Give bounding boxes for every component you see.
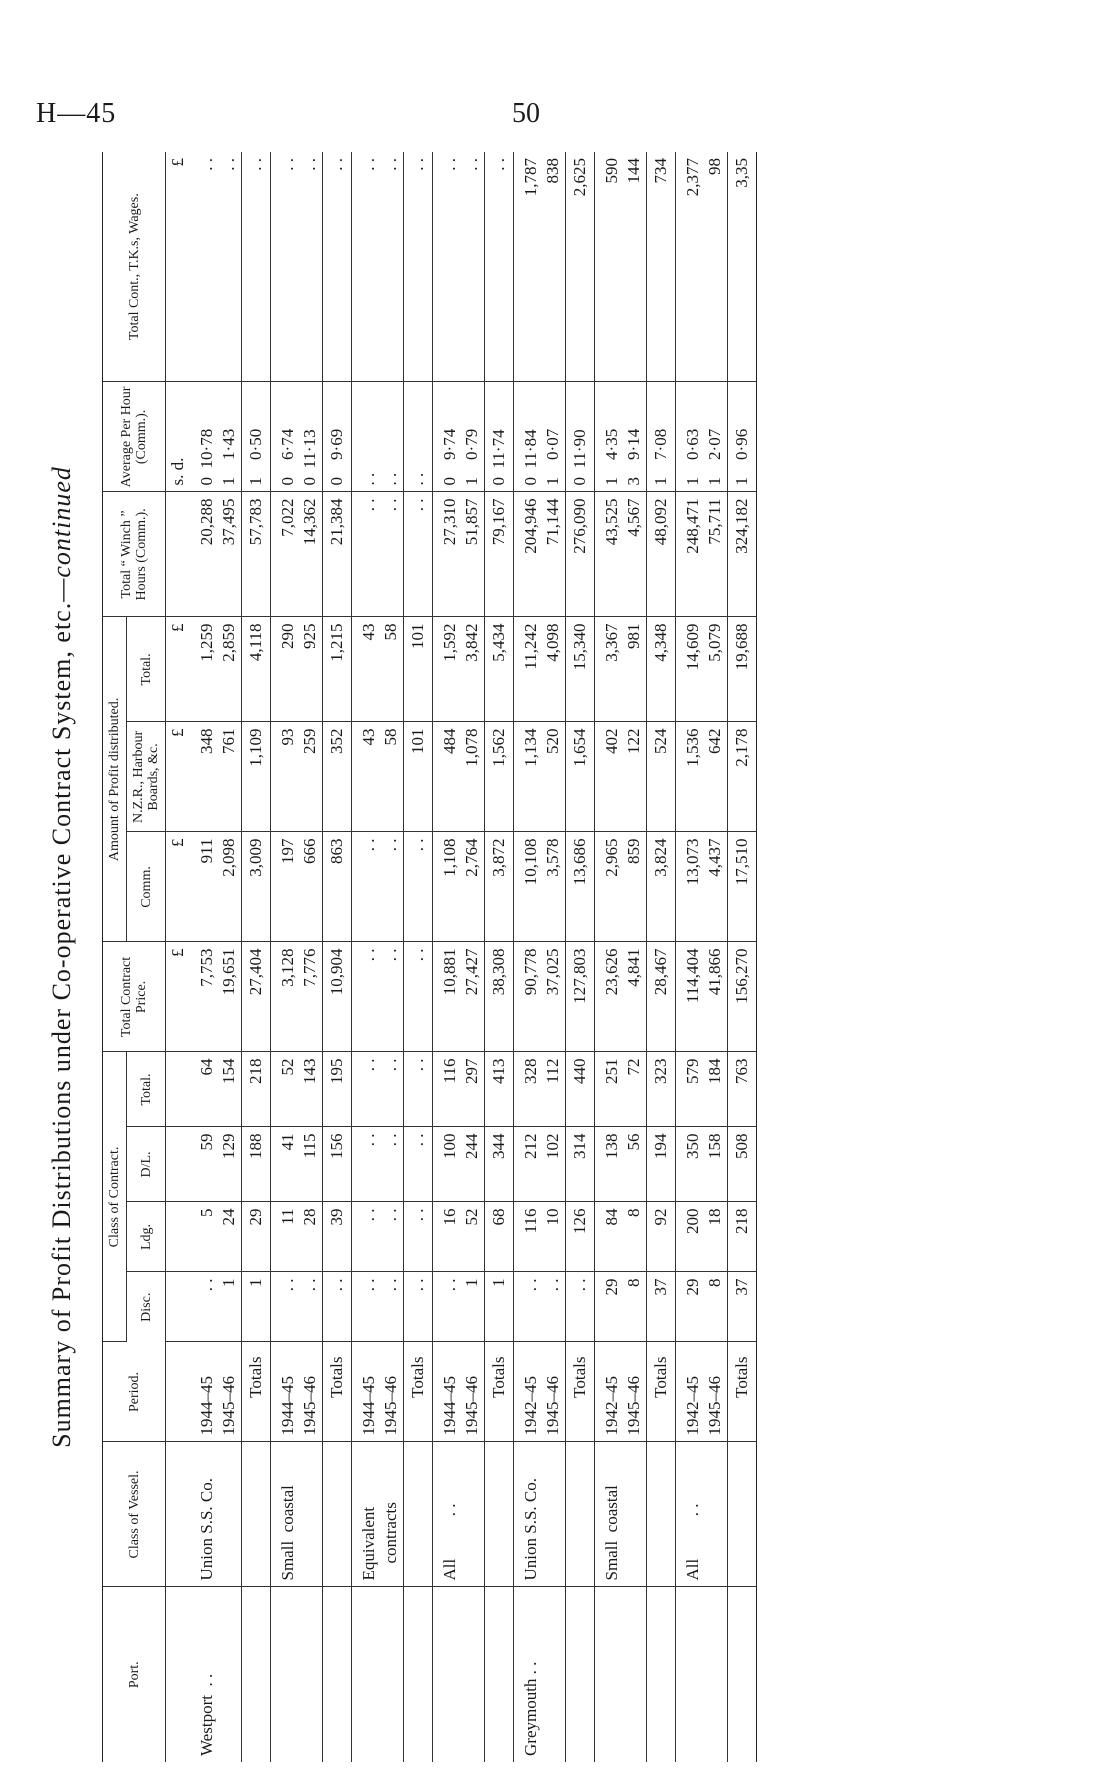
cell-disc: . . . . <box>271 1272 323 1342</box>
cell-ptotal: 4,118 <box>242 617 271 722</box>
page-header <box>0 0 1114 160</box>
cell-disc: 29 8 <box>595 1272 647 1342</box>
cell-avg: 1 4·35 3 9·14 <box>595 382 647 492</box>
cell-ptotal: 43 58 <box>352 617 404 722</box>
rotated-table-area <box>40 152 980 1762</box>
cell-price: 3,128 7,776 <box>271 942 323 1052</box>
cell-vessel <box>647 1442 676 1587</box>
cell-nzr: 484 1,078 <box>433 722 485 832</box>
table-row <box>595 152 647 1762</box>
cell-ptotal: 1,592 3,842 <box>433 617 485 722</box>
cell-total: 251 72 <box>595 1052 647 1127</box>
units-row <box>166 152 191 1762</box>
cell-dl: 194 <box>647 1127 676 1202</box>
cell-wages: . . <box>485 152 514 382</box>
cell-disc: . . . . <box>352 1272 404 1342</box>
cell-period: 1942–45 1945–46 <box>595 1342 647 1442</box>
cell-vessel <box>485 1442 514 1587</box>
cell-price: 114,404 41,866 <box>676 942 728 1052</box>
cell-totals-label: Totals <box>323 1342 352 1442</box>
cell-nzr: 1,562 <box>485 722 514 832</box>
cell-disc: 37 <box>647 1272 676 1342</box>
cell-ptotal: 5,434 <box>485 617 514 722</box>
cell-port <box>485 1587 514 1762</box>
cell-avg: 1 0·96 <box>728 382 757 492</box>
cell-vessel: Small coastal <box>595 1442 647 1587</box>
cell-vessel: Equivalent contracts <box>352 1442 404 1587</box>
cell-comm: 3,824 <box>647 832 676 942</box>
cell-dl: 508 <box>728 1127 757 1202</box>
cell-nzr: 352 <box>323 722 352 832</box>
col-ldg: Ldg. <box>127 1202 166 1272</box>
cell-disc: 1 <box>485 1272 514 1342</box>
cell-totals-label: Totals <box>404 1342 433 1442</box>
cell-winch: 48,092 <box>647 492 676 617</box>
cell-totals-label: Totals <box>242 1342 271 1442</box>
cell-ptotal: 4,348 <box>647 617 676 722</box>
cell-disc: . . 1 <box>433 1272 485 1342</box>
cell-wages: . . . . <box>352 152 404 382</box>
col-wages: Total Cont., T.K.s, Wages. <box>103 152 166 382</box>
table-row <box>271 152 323 1762</box>
cell-avg: 1 7·08 <box>647 382 676 492</box>
cell-ptotal: 290 925 <box>271 617 323 722</box>
cell-period: 1944–45 1945–46 <box>190 1342 242 1442</box>
cell-totals-label: Totals <box>485 1342 514 1442</box>
cell-avg: 0 11·74 <box>485 382 514 492</box>
cell-vessel: Union S.S. Co. <box>514 1442 566 1587</box>
cell-avg: . . <box>404 382 433 492</box>
col-winch-hours: Total “ Winch ” Hours (Comm.). <box>103 492 166 617</box>
cell-comm: 2,965 859 <box>595 832 647 942</box>
col-port: Port. <box>103 1587 166 1762</box>
cell-winch: 204,946 71,144 <box>514 492 566 617</box>
cell-disc: . . 1 <box>190 1272 242 1342</box>
cell-total: 323 <box>647 1052 676 1127</box>
cell-ptotal: 1,215 <box>323 617 352 722</box>
cell-dl: 188 <box>242 1127 271 1202</box>
col-vessel: Class of Vessel. <box>103 1442 166 1587</box>
cell-total: . . . . <box>352 1052 404 1127</box>
cell-vessel <box>566 1442 595 1587</box>
cell-vessel <box>323 1442 352 1587</box>
cell-port <box>676 1587 728 1762</box>
cell-nzr: 1,109 <box>242 722 271 832</box>
cell-wages: . . <box>404 152 433 382</box>
cell-avg: 1 0·63 1 2·07 <box>676 382 728 492</box>
col-profit-total: Total. <box>127 617 166 722</box>
cell-ldg: 11 28 <box>271 1202 323 1272</box>
cell-dl: 350 158 <box>676 1127 728 1202</box>
unit-pound: £ <box>166 617 191 722</box>
cell-ptotal: 11,242 4,098 <box>514 617 566 722</box>
cell-dl: 212 102 <box>514 1127 566 1202</box>
cell-vessel: All . . <box>433 1442 485 1587</box>
cell-vessel: All . . <box>676 1442 728 1587</box>
cell-ldg: 84 8 <box>595 1202 647 1272</box>
cell-port <box>566 1587 595 1762</box>
unit-pound: £ <box>166 942 191 1052</box>
cell-price: 7,753 19,651 <box>190 942 242 1052</box>
table-row <box>433 152 485 1762</box>
cell-price: 28,467 <box>647 942 676 1052</box>
unit-pound: £ <box>166 722 191 832</box>
cell-port <box>595 1587 647 1762</box>
cell-ldg: 5 24 <box>190 1202 242 1272</box>
cell-totals-label: Totals <box>647 1342 676 1442</box>
cell-dl: 59 129 <box>190 1127 242 1202</box>
cell-disc: 29 8 <box>676 1272 728 1342</box>
cell-price: 23,626 4,841 <box>595 942 647 1052</box>
table-title-main: Summary of Profit Distributions under Co-operative Contract System, etc. <box>47 601 76 1448</box>
cell-ldg: 200 18 <box>676 1202 728 1272</box>
cell-avg: 0 9·69 <box>323 382 352 492</box>
unit-sd: s. d. <box>166 382 191 492</box>
table-header <box>103 152 166 1762</box>
cell-nzr: 43 58 <box>352 722 404 832</box>
table-row <box>676 152 728 1762</box>
table-body <box>166 152 757 1762</box>
cell-wages: . . <box>323 152 352 382</box>
cell-ldg: 68 <box>485 1202 514 1272</box>
cell-comm: . . <box>404 832 433 942</box>
cell-period: 1944–45 1945–46 <box>271 1342 323 1442</box>
cell-nzr: 93 259 <box>271 722 323 832</box>
cell-nzr: 348 761 <box>190 722 242 832</box>
cell-comm: 911 2,098 <box>190 832 242 942</box>
cell-wages: 734 <box>647 152 676 382</box>
cell-total: 64 154 <box>190 1052 242 1127</box>
summary-table <box>102 152 757 1762</box>
cell-total: 116 297 <box>433 1052 485 1127</box>
cell-total: 195 <box>323 1052 352 1127</box>
cell-winch: 248,471 75,711 <box>676 492 728 617</box>
cell-price: 10,904 <box>323 942 352 1052</box>
cell-winch: . . . . <box>352 492 404 617</box>
cell-period: 1942–45 1945–46 <box>676 1342 728 1442</box>
cell-winch: 324,182 <box>728 492 757 617</box>
cell-comm: . . . . <box>352 832 404 942</box>
col-disc: Disc. <box>127 1272 166 1342</box>
col-dl: D/L. <box>127 1127 166 1202</box>
cell-dl: 100 244 <box>433 1127 485 1202</box>
cell-port: Westport . . <box>197 1673 216 1756</box>
cell-ptotal: 14,609 5,079 <box>676 617 728 722</box>
cell-comm: 197 666 <box>271 832 323 942</box>
cell-price: 38,308 <box>485 942 514 1052</box>
cell-wages: . . . . <box>190 152 242 382</box>
cell-nzr: 524 <box>647 722 676 832</box>
cell-winch: 276,090 <box>566 492 595 617</box>
cell-disc: . . <box>566 1272 595 1342</box>
cell-period: 1944–45 1945–46 <box>433 1342 485 1442</box>
cell-avg: 1 0·50 <box>242 382 271 492</box>
cell-port <box>433 1587 485 1762</box>
table-title <box>40 152 84 1762</box>
col-group-class: Class of Contract. <box>103 1052 127 1342</box>
cell-vessel <box>728 1442 757 1587</box>
cell-avg: . . . . <box>352 382 404 492</box>
cell-total: 579 184 <box>676 1052 728 1127</box>
cell-totals-label: Totals <box>566 1342 595 1442</box>
cell-ldg: 126 <box>566 1202 595 1272</box>
cell-dl: 41 115 <box>271 1127 323 1202</box>
cell-price: . . . . <box>352 942 404 1052</box>
cell-dl: 344 <box>485 1127 514 1202</box>
cell-comm: 863 <box>323 832 352 942</box>
cell-port <box>323 1587 352 1762</box>
cell-dl: 138 56 <box>595 1127 647 1202</box>
cell-price: 156,270 <box>728 942 757 1052</box>
cell-disc: 37 <box>728 1272 757 1342</box>
unit-pound: £ <box>166 152 191 382</box>
cell-period: 1942–45 1945–46 <box>514 1342 566 1442</box>
cell-nzr: 2,178 <box>728 722 757 832</box>
cell-winch: 7,022 14,362 <box>271 492 323 617</box>
cell-port <box>728 1587 757 1762</box>
cell-wages: 2,625 <box>566 152 595 382</box>
cell-winch: 57,783 <box>242 492 271 617</box>
cell-winch: . . <box>404 492 433 617</box>
cell-winch: 43,525 4,567 <box>595 492 647 617</box>
cell-ldg: . . <box>404 1202 433 1272</box>
cell-avg: 0 9·74 1 0·79 <box>433 382 485 492</box>
cell-winch: 27,310 51,857 <box>433 492 485 617</box>
cell-price: . . <box>404 942 433 1052</box>
cell-comm: 3,009 <box>242 832 271 942</box>
totals-row <box>728 152 757 1762</box>
cell-total: 413 <box>485 1052 514 1127</box>
col-class-total: Total. <box>127 1052 166 1127</box>
cell-wages: . . . . <box>433 152 485 382</box>
cell-dl: . . . . <box>352 1127 404 1202</box>
table-row <box>514 152 566 1762</box>
cell-dl: . . <box>404 1127 433 1202</box>
table-row <box>352 152 404 1762</box>
cell-total: . . <box>404 1052 433 1127</box>
cell-ldg: 29 <box>242 1202 271 1272</box>
cell-ldg: 218 <box>728 1202 757 1272</box>
cell-wages: 3,35 <box>728 152 757 382</box>
page-reference: H—45 <box>36 98 117 129</box>
cell-port <box>352 1587 404 1762</box>
col-comm: Comm. <box>127 832 166 942</box>
cell-nzr: 1,134 520 <box>514 722 566 832</box>
cell-ptotal: 101 <box>404 617 433 722</box>
cell-wages: . . . . <box>271 152 323 382</box>
cell-disc: . . <box>323 1272 352 1342</box>
cell-total: 440 <box>566 1052 595 1127</box>
cell-disc: 1 <box>242 1272 271 1342</box>
cell-vessel: Union S.S. Co. <box>190 1442 242 1587</box>
totals-row <box>242 152 271 1762</box>
cell-ptotal: 3,367 981 <box>595 617 647 722</box>
cell-comm: 17,510 <box>728 832 757 942</box>
cell-vessel: Small coastal <box>271 1442 323 1587</box>
cell-wages: 2,377 98 <box>676 152 728 382</box>
cell-ldg: 39 <box>323 1202 352 1272</box>
cell-disc: . . <box>404 1272 433 1342</box>
totals-row <box>323 152 352 1762</box>
cell-totals-label: Totals <box>728 1342 757 1442</box>
cell-vessel <box>242 1442 271 1587</box>
cell-avg: 0 10·78 1 1·43 <box>190 382 242 492</box>
cell-nzr: 1,654 <box>566 722 595 832</box>
cell-nzr: 402 122 <box>595 722 647 832</box>
cell-port <box>242 1587 271 1762</box>
cell-ldg: 92 <box>647 1202 676 1272</box>
cell-avg: 0 11·90 <box>566 382 595 492</box>
cell-total: 763 <box>728 1052 757 1127</box>
cell-wages: 590 144 <box>595 152 647 382</box>
cell-total: 218 <box>242 1052 271 1127</box>
cell-comm: 1,108 2,764 <box>433 832 485 942</box>
cell-dl: 314 <box>566 1127 595 1202</box>
table-title-continued: —continued <box>47 466 76 602</box>
cell-price: 27,404 <box>242 942 271 1052</box>
col-contract-price: Total Contract Price. <box>103 942 166 1052</box>
cell-comm: 10,108 3,578 <box>514 832 566 942</box>
cell-avg: 0 6·74 0 11·13 <box>271 382 323 492</box>
totals-row <box>485 152 514 1762</box>
cell-comm: 3,872 <box>485 832 514 942</box>
cell-vessel <box>404 1442 433 1587</box>
cell-period: 1944–45 1945–46 <box>352 1342 404 1442</box>
totals-row <box>404 152 433 1762</box>
cell-wages: 1,787 838 <box>514 152 566 382</box>
page-number: 50 <box>512 98 540 129</box>
cell-port <box>404 1587 433 1762</box>
col-average: Average Per Hour (Comm.). <box>103 382 166 492</box>
cell-total: 52 143 <box>271 1052 323 1127</box>
cell-comm: 13,686 <box>566 832 595 942</box>
cell-comm: 13,073 4,437 <box>676 832 728 942</box>
cell-port: Greymouth . . <box>521 1661 540 1756</box>
totals-row <box>566 152 595 1762</box>
cell-ldg: . . . . <box>352 1202 404 1272</box>
cell-disc: . . . . <box>514 1272 566 1342</box>
cell-ldg: 16 52 <box>433 1202 485 1272</box>
cell-port <box>647 1587 676 1762</box>
cell-price: 90,778 37,025 <box>514 942 566 1052</box>
col-period: Period. <box>103 1342 166 1442</box>
table-row <box>190 152 242 1762</box>
cell-ptotal: 19,688 <box>728 617 757 722</box>
col-group-profit: Amount of Profit distributed. <box>103 617 127 942</box>
cell-winch: 21,384 <box>323 492 352 617</box>
unit-pound: £ <box>166 832 191 942</box>
cell-ptotal: 1,259 2,859 <box>190 617 242 722</box>
cell-winch: 20,288 37,495 <box>190 492 242 617</box>
cell-ptotal: 15,340 <box>566 617 595 722</box>
totals-row <box>647 152 676 1762</box>
cell-nzr: 1,536 642 <box>676 722 728 832</box>
cell-price: 10,881 27,427 <box>433 942 485 1052</box>
cell-dl: 156 <box>323 1127 352 1202</box>
cell-wages: . . <box>242 152 271 382</box>
cell-price: 127,803 <box>566 942 595 1052</box>
cell-ldg: 116 10 <box>514 1202 566 1272</box>
col-nzr: N.Z.R., Harbour Boards, &c. <box>127 722 166 832</box>
cell-nzr: 101 <box>404 722 433 832</box>
cell-winch: 79,167 <box>485 492 514 617</box>
cell-avg: 0 11·84 1 0·07 <box>514 382 566 492</box>
cell-port <box>271 1587 323 1762</box>
cell-total: 328 112 <box>514 1052 566 1127</box>
